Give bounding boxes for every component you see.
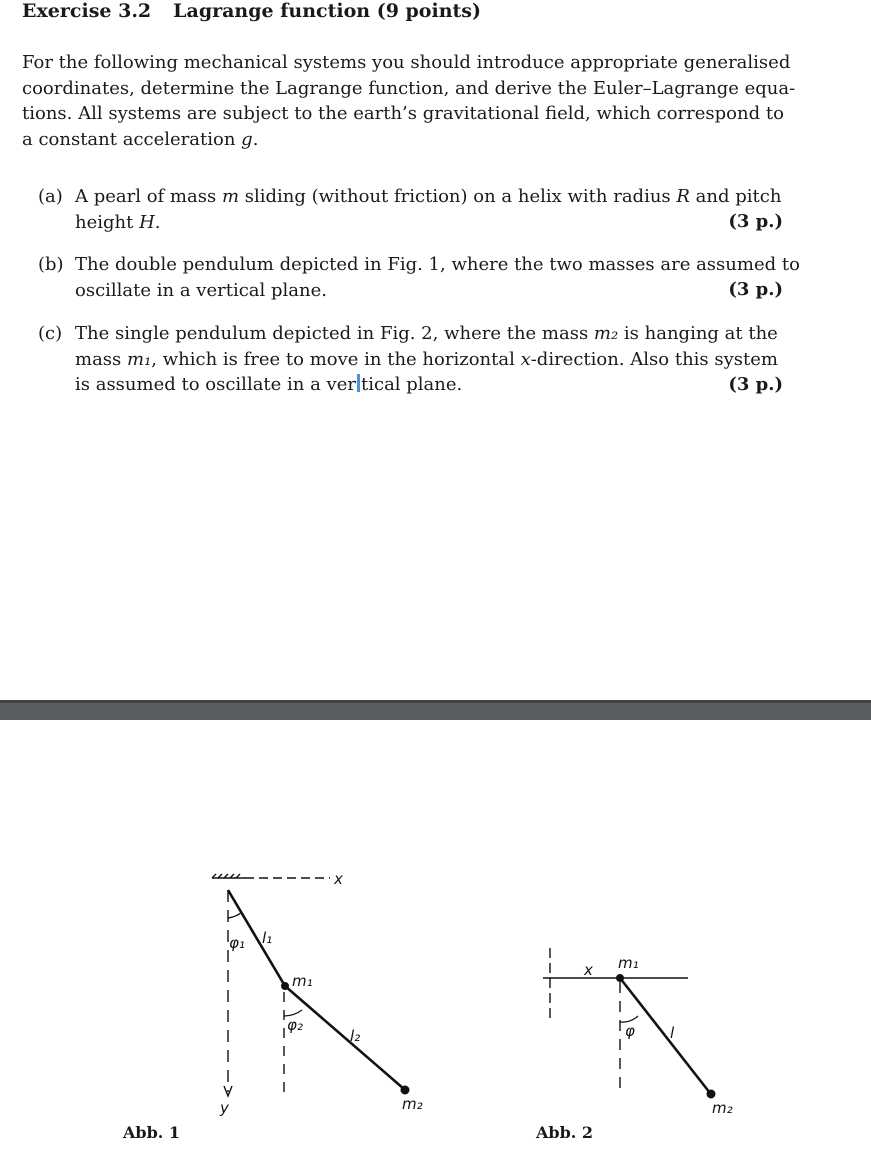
fig1-l1-label: l₁ (262, 929, 273, 947)
fig2-l-label: l (670, 1024, 675, 1042)
angle-arc-phi1 (228, 912, 242, 918)
fig1-phi2-label: φ₂ (287, 1016, 303, 1034)
fig2-m2-label: m₂ (712, 1099, 733, 1117)
text-cursor (357, 374, 360, 392)
exercise-title: Lagrange function (9 points) (173, 0, 481, 22)
figure-2-caption: Abb. 2 (536, 1123, 594, 1142)
intro-line: tions. All systems are subject to the earth’s gravitational field, which correspond to (22, 103, 784, 124)
item-text: The double pendulum depicted in Fig. 1, where the two masses are assumed to oscillate in a vertical plane. (75, 254, 800, 301)
item-text: A pearl of mass m sliding (without friction) on a helix with radius R and pitch height H. (75, 186, 782, 233)
item-label: (c) (38, 323, 63, 344)
page-separator (0, 700, 871, 720)
task-item-c (38, 321, 783, 399)
page-2 (0, 720, 871, 1151)
rod-l2 (285, 986, 404, 1089)
fig1-m2-label: m₂ (402, 1095, 423, 1113)
fig2-mass-m1-dot (617, 975, 624, 982)
item-label: (a) (38, 186, 63, 207)
fig1-m1-label: m₁ (292, 972, 313, 990)
fig1-x-label: x (334, 870, 343, 888)
fig2-mass-m2-dot (707, 1090, 715, 1098)
figure-1-caption: Abb. 1 (123, 1123, 181, 1142)
exercise-number: Exercise 3.2 (22, 0, 152, 22)
item-label: (b) (38, 254, 64, 275)
points-badge: (3 p.) (728, 211, 783, 232)
fig2-phi-label: φ (625, 1022, 635, 1040)
fig1-l2-label: l₂ (350, 1027, 361, 1045)
figures-canvas (0, 720, 871, 1151)
mass-m1-dot (282, 983, 289, 990)
fig1-phi1-label: φ₁ (229, 934, 245, 952)
item-text: The single pendulum depicted in Fig. 2, where the mass m₂ is hanging at the mass m₁, which is free to move in the horizontal x-direction. Also this system is assumed to oscillate in a ver tical plane. (75, 323, 778, 395)
exercise-heading (22, 0, 481, 22)
fig1-y-label: y (220, 1099, 229, 1117)
points-badge: (3 p.) (728, 279, 783, 300)
points-badge: (3 p.) (728, 374, 783, 395)
mass-m2-dot (401, 1086, 409, 1094)
fig2-m1-label: m₁ (618, 954, 639, 972)
intro-line: coordinates, determine the Lagrange function, and derive the Euler–Lagrange equa- (22, 77, 796, 99)
task-item-a (38, 184, 783, 236)
task-item-b (38, 252, 800, 304)
intro-paragraph (22, 50, 796, 152)
intro-line: a constant acceleration g. (22, 128, 259, 150)
intro-line: For the following mechanical systems you should introduce appropriate generalised (22, 52, 791, 73)
fig2-x-label: x (584, 961, 593, 979)
